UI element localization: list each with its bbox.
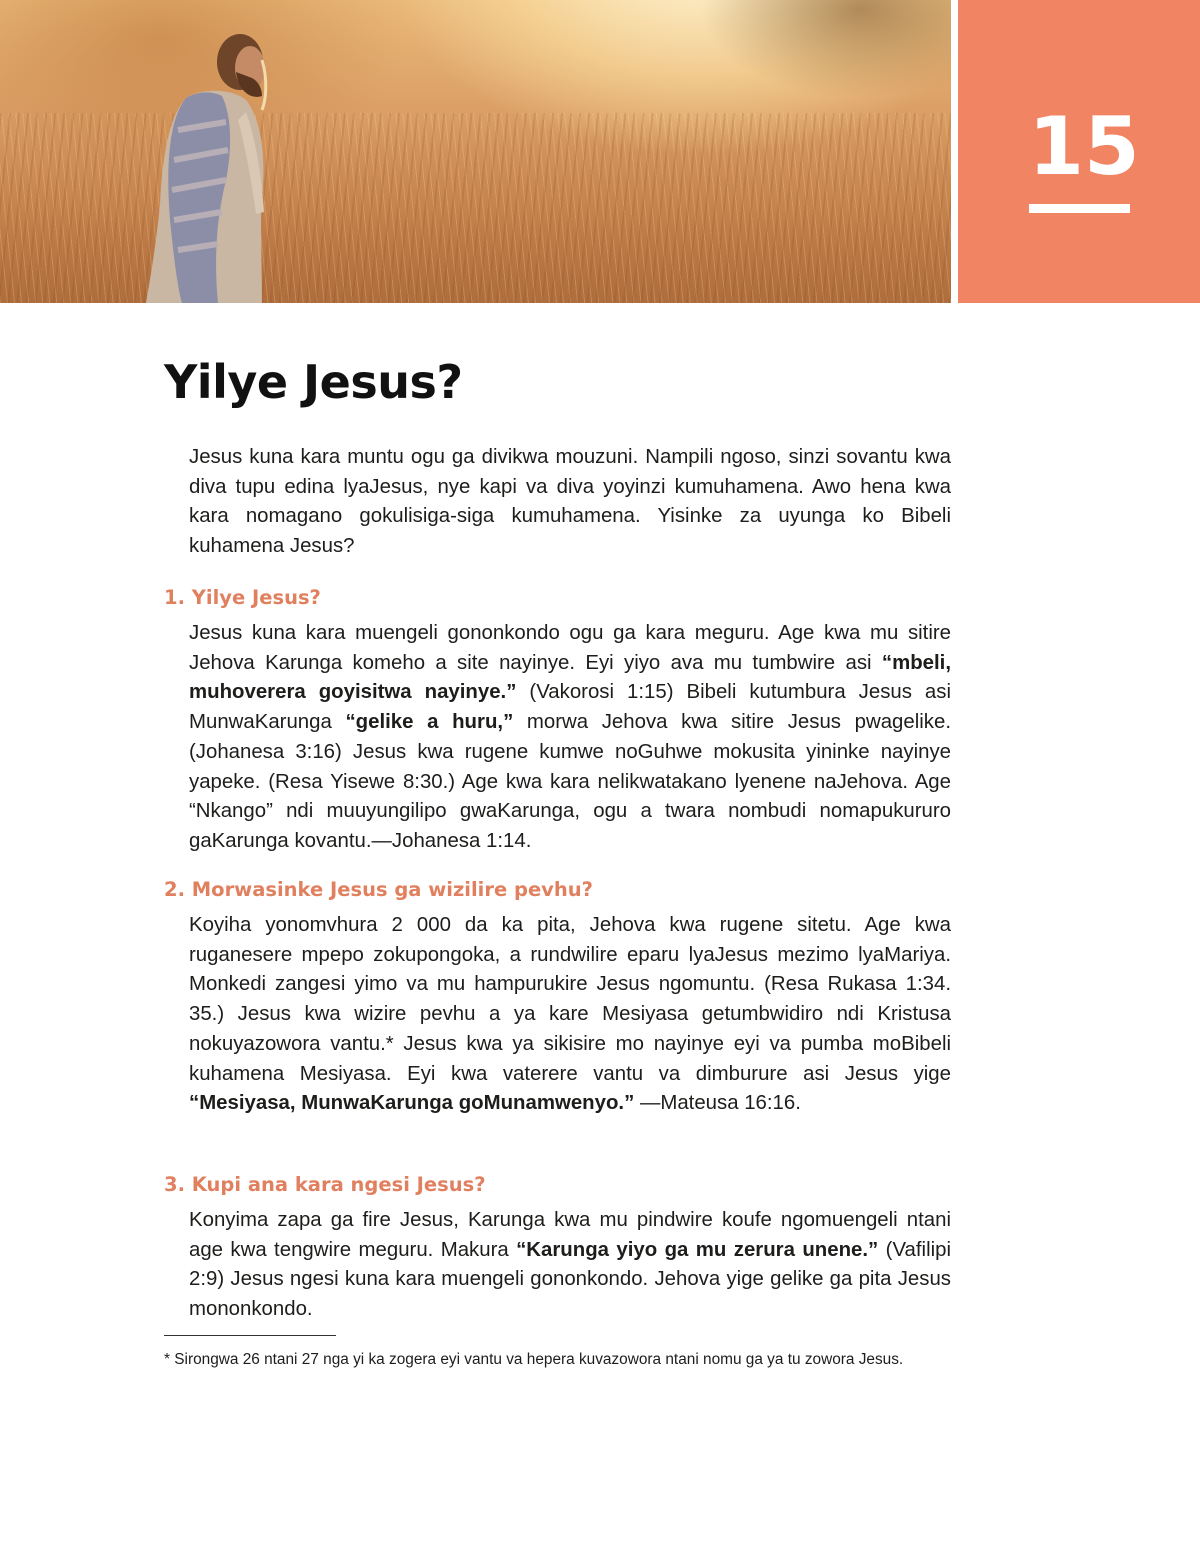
walking-man-illustration [0, 0, 951, 303]
section-1-text-2: (Vakorosi 1:15) Bibeli kutumbura Jesus asi MunwaKarunga [189, 681, 951, 734]
intro-paragraph: Jesus kuna kara muntu ogu ga divikwa mouzuni. Nampili ngoso, sinzi sovantu kwa diva tupu edina lyaJesus, nye kapi va diva yoyinzi kumuhamena. Awo hena kwa kara nomagano gokulisiga-siga kumuhamena. Yisinke za uyunga ko Bibeli kuhamena Jesus? [189, 446, 951, 558]
chapter-number: 15 [1028, 100, 1140, 193]
section-1-paragraph [189, 619, 951, 857]
section-3-text-1: Konyima zapa ga fire Jesus, Karunga kwa mu pindwire koufe ngomuengeli ntani age kwa tengwire meguru. Makura [189, 1209, 951, 1261]
section-1-quote-1: “mbeli, muhoverera goyisitwa nayinye.” [189, 651, 951, 704]
footnote-divider [164, 1335, 336, 1336]
chapter-underline [1029, 204, 1130, 213]
section-1-text-1: Jesus kuna kara muengeli gononkondo ogu ga kara meguru. Age kwa mu sitire Jehova Karunga komeho a site nayinye. Eyi yiyo ava mu tumbwire asi [189, 622, 951, 674]
section-3-text-2: (Vafilipi 2:9) Jesus ngesi kuna kara muengeli gononkondo. Jehova yige gelike ga pita Jesus mononkondo. [189, 1238, 951, 1321]
section-2-heading: 2. Morwasinke Jesus ga wizilire pevhu? [164, 878, 593, 901]
footnote: * Sirongwa 26 ntani 27 nga yi ka zogera eyi vantu va hepera kuvazowora ntani nomu ga ya tu zowora Jesus. [164, 1351, 904, 1368]
section-1-heading: 1. Yilye Jesus? [164, 586, 321, 609]
section-2-text-2: —Mateusa 16:16. [634, 1092, 801, 1115]
chapter-block [958, 0, 1200, 303]
section-2-quote-1: “Mesiyasa, MunwaKarunga goMunamwenyo.” [189, 1092, 635, 1115]
section-1-quote-2: “gelike a huru,” [345, 711, 514, 734]
section-2-text-1: Koyiha yonomvhura 2 000 da ka pita, Jehova kwa rugene sitetu. Age kwa ruganesere mpepo zokupongoka, a rundwilire eparu lyaJesus mezimo lyaMariya. Monkedi zangesi yimo va mu hampurukire Jesus ngomuntu. (Resa Rukasa 1:34. 35.) Jesus kwa wizire pevhu a ya kare Mesiyasa getumbwidiro ndi Kristusa nokuyazowora vantu.* Jesus kwa ya sikisire mo nayinye eyi va pumba moBibeli kuhamena Mesiyasa. Eyi kwa vaterere vantu va dimburure asi Jesus yige [189, 914, 951, 1085]
section-1-text-3: morwa Jehova kwa sitire Jesus pwagelike. (Johanesa 3:16) Jesus kwa rugene kumwe noGuhwe mokusita yininke nayinye yapeke. (Resa Yisewe 8:30.) Age kwa kara nelikwatakano lyenene naJehova. Age “Nkango” ndi muuyungilipo gwaKarunga, ogu a twara nombudi nomapukururo gaKarunga kovantu.—Johanesa 1:14. [189, 711, 951, 852]
page-title: Yilye Jesus? [164, 355, 463, 409]
hero-photo [0, 0, 951, 303]
section-2-paragraph [189, 911, 951, 1119]
section-3-paragraph [189, 1206, 951, 1325]
section-3-heading: 3. Kupi ana kara ngesi Jesus? [164, 1173, 486, 1196]
section-3-quote-1: “Karunga yiyo ga mu zerura unene.” [516, 1238, 879, 1261]
